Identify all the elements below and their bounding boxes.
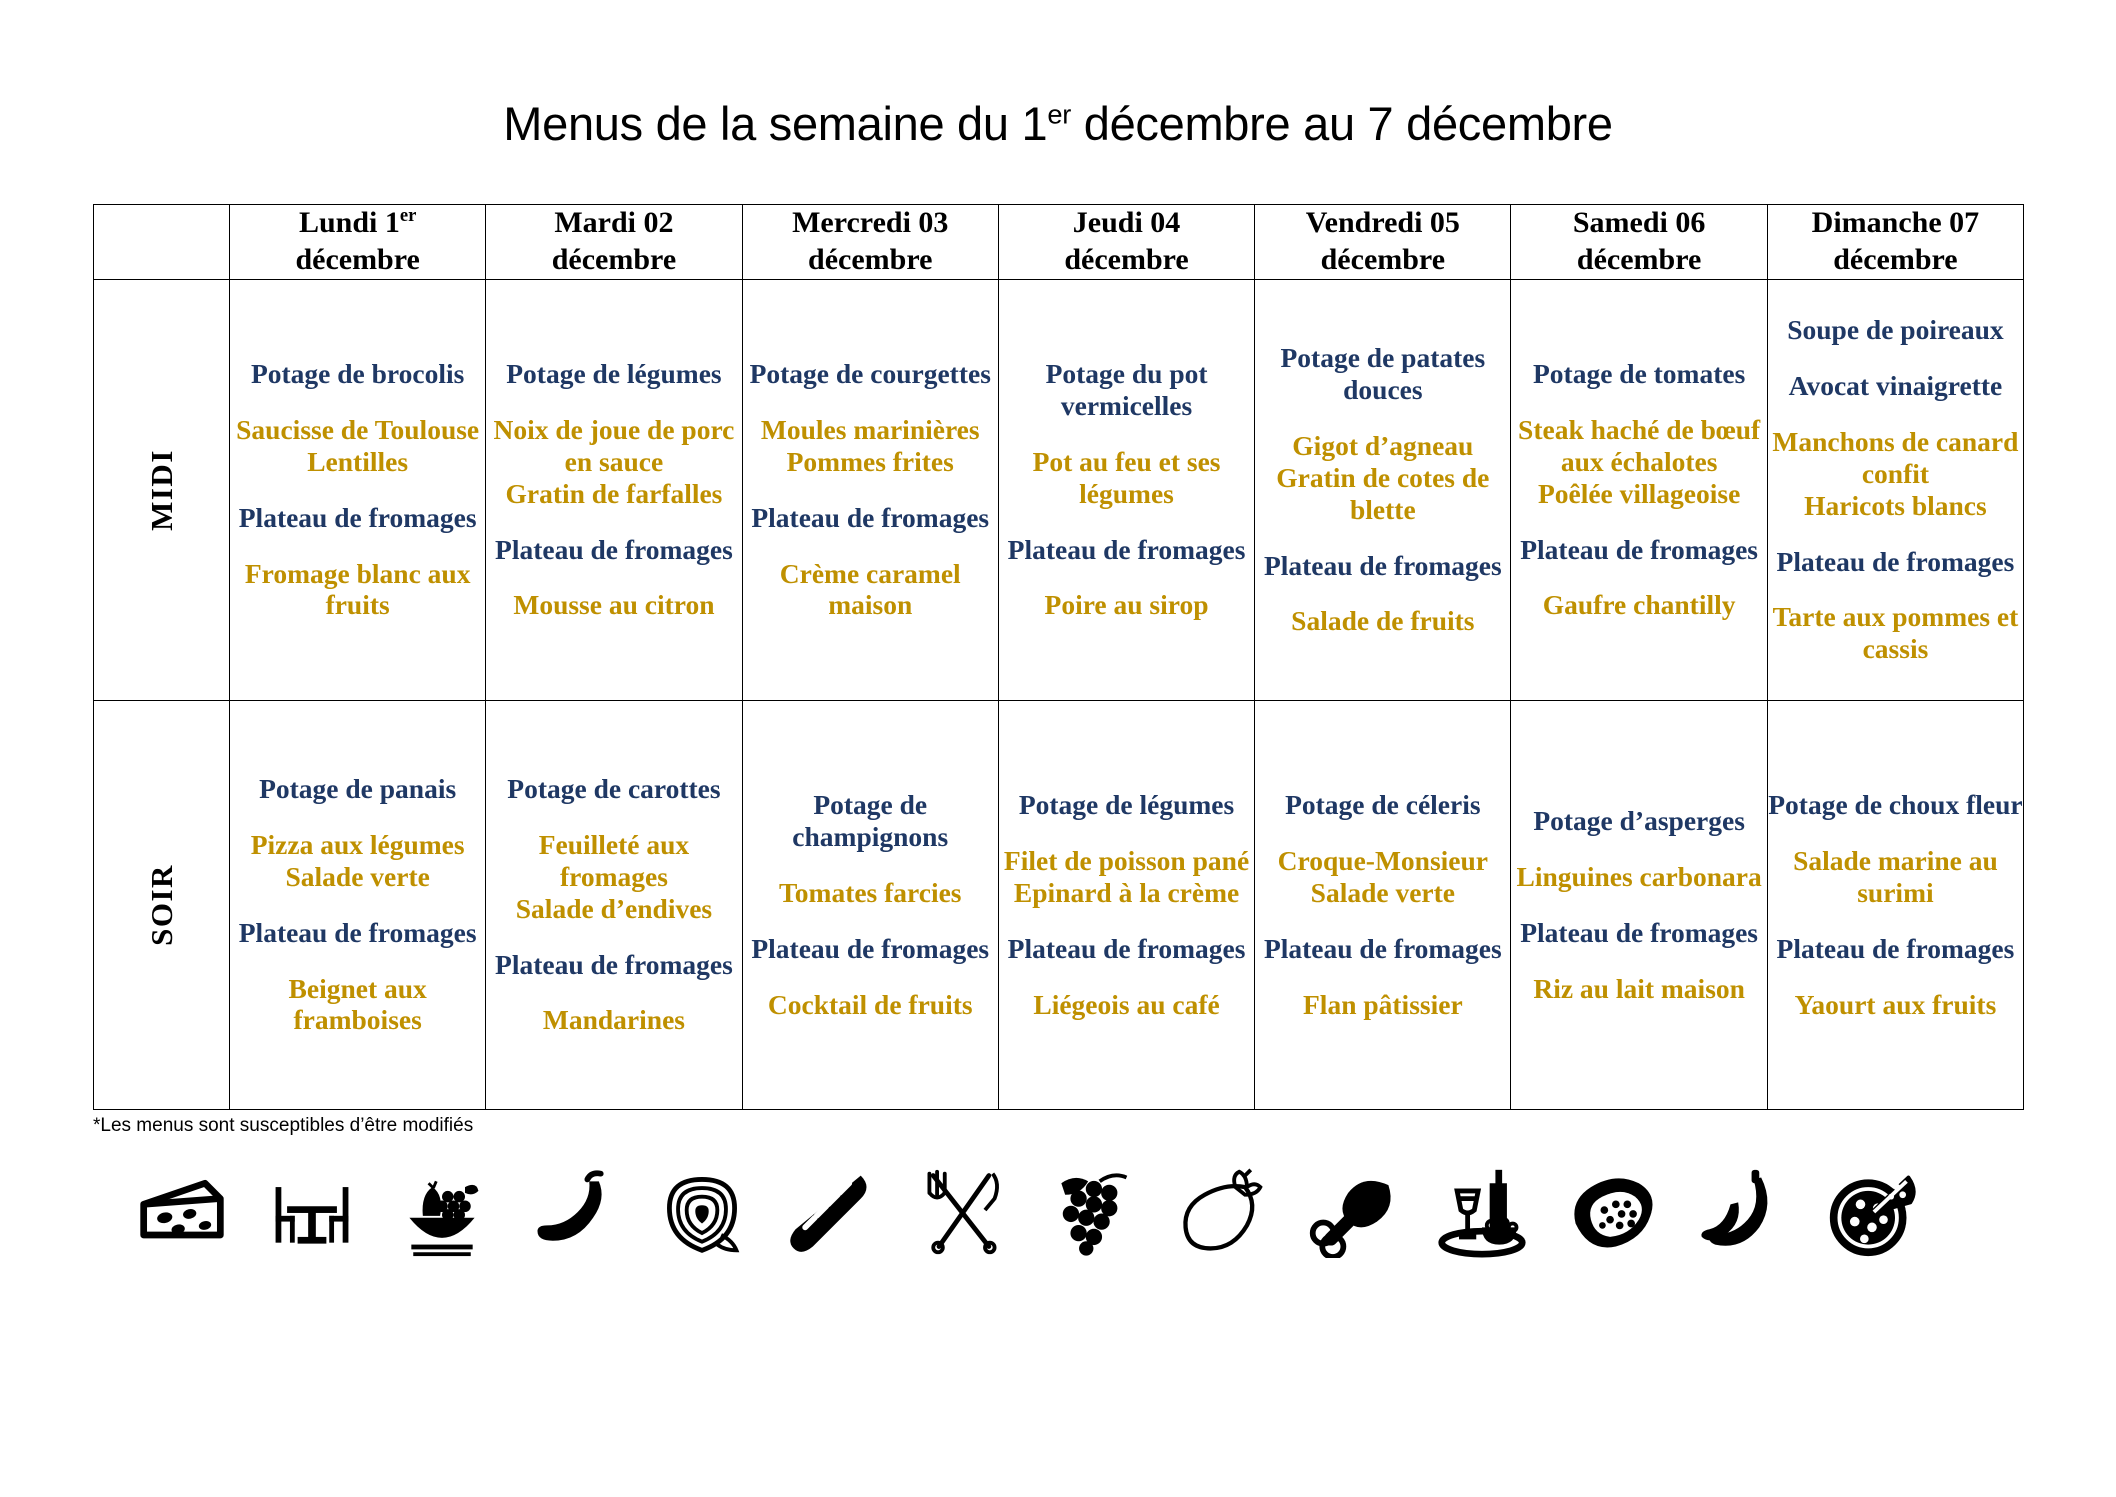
table-body (94, 279, 2024, 1109)
day-header-day: Vendredi 05 (1305, 206, 1460, 240)
day-header-month: décembre (295, 242, 420, 276)
menu-course: Potage d’asperges (1533, 804, 1745, 836)
menu-course: Pot au feu et ses légumes (1032, 445, 1221, 509)
menu-course: Plateau de fromages (238, 501, 477, 533)
menu-cell-midi-day7 (1767, 279, 2023, 700)
menu-course: Crème caramel maison (779, 557, 961, 621)
day-header-day: Mardi 02 (554, 206, 674, 240)
page-title-ordinal-suffix: er (1047, 98, 1071, 130)
fork-and-knife-icon (913, 1163, 1011, 1261)
day-header-7 (1767, 204, 2023, 279)
onion-slice-icon (653, 1163, 751, 1261)
menu-cell-midi-day5 (1255, 279, 1511, 700)
menu-cell-soir-day4 (998, 700, 1254, 1109)
header-row (94, 204, 2024, 279)
menu-course: Plateau de fromages (495, 948, 733, 980)
food-icon-strip (93, 1137, 2023, 1261)
menu-course: Noix de joue de porc en sauce Gratin de farfalles (493, 413, 735, 509)
day-header-6 (1511, 204, 1767, 279)
menu-row-soir (94, 700, 2024, 1109)
menu-course: Beignet aux framboises (288, 972, 427, 1036)
baguette-icon (783, 1163, 881, 1261)
menu-course: Filet de poisson pané Epinard à la crème (1003, 844, 1250, 908)
day-header-2 (486, 204, 742, 279)
menu-course: Moules marinières Pommes frites (760, 413, 980, 477)
menu-course: Plateau de fromages (1263, 932, 1502, 964)
day-header-month: décembre (808, 242, 933, 276)
menu-course: Mandarines (542, 1004, 685, 1036)
menu-course: Linguines carbonara (1516, 860, 1762, 892)
bananas-icon (1693, 1163, 1791, 1261)
menu-cell-midi-day3 (742, 279, 998, 700)
menu-course: Plateau de fromages (1007, 932, 1246, 964)
menu-course: Plateau de fromages (1007, 533, 1246, 565)
menu-course: Potage de légumes (506, 358, 722, 390)
day-header-day: Mercredi 03 (792, 206, 949, 240)
menu-cell-soir-day5 (1255, 700, 1511, 1109)
menu-course: Plateau de fromages (1520, 533, 1759, 565)
day-header-day: Jeudi 04 (1072, 206, 1181, 240)
menu-course: Potage du pot vermicelles (1045, 358, 1208, 421)
page-title (0, 0, 2116, 150)
papaya-icon (1563, 1163, 1661, 1261)
day-header-5 (1255, 204, 1511, 279)
menu-course: Plateau de fromages (1776, 545, 2015, 577)
menu-row-midi (94, 279, 2024, 700)
menu-course: Potage de choux fleur (1768, 788, 2023, 820)
corner-cell (94, 204, 230, 279)
menu-cell-soir-day3 (742, 700, 998, 1109)
menu-course: Manchons de canard confit Haricots blancs (1772, 425, 2019, 521)
menu-course: Plateau de fromages (1263, 549, 1502, 581)
day-header-month: décembre (551, 242, 677, 276)
menu-course: Poire au sirop (1044, 589, 1209, 621)
footnote: *Les menus sont susceptibles d’être modifiés (93, 1114, 474, 1136)
page-title-prefix: Menus de la semaine du 1 (503, 97, 1048, 150)
eggplant-icon (1173, 1163, 1271, 1261)
menu-cell-soir-day2 (486, 700, 742, 1109)
day-header-day: Samedi 06 (1572, 206, 1706, 240)
menu-course: Mousse au citron (513, 589, 715, 621)
menu-cell-midi-day1 (230, 279, 486, 700)
menu-course: Soupe de poireaux (1787, 314, 2004, 346)
menu-table-container (93, 150, 2023, 1110)
menu-course: Potage de tomates (1532, 358, 1746, 390)
menu-course: Potage de carottes (507, 773, 721, 805)
menu-course: Liégeois au café (1033, 988, 1220, 1020)
pizza-icon (1823, 1163, 1921, 1261)
menu-course: Salade marine au surimi (1793, 844, 1998, 908)
menu-course: Tomates farcies (778, 876, 962, 908)
menu-course: Steak haché de bœuf aux échalotes Poêlée villageoise (1518, 413, 1761, 509)
menu-course: Feuilleté aux fromages Salade d’endives (515, 828, 713, 924)
menu-course: Croque-Monsieur Salade verte (1277, 844, 1488, 908)
row-label-midi (94, 279, 230, 700)
cheese-wedge-icon (133, 1163, 231, 1261)
menu-course: Pizza aux légumes Salade verte (250, 828, 465, 892)
day-header-ordinal: er (399, 205, 417, 227)
row-label-text: SOIR (143, 863, 179, 946)
day-header-day: Lundi 1 (298, 206, 400, 240)
day-header-day: Dimanche 07 (1811, 206, 1980, 240)
day-header-3 (742, 204, 998, 279)
wine-bottle-glass-icon (1433, 1163, 1531, 1261)
table-header (94, 204, 2024, 279)
day-header-month: décembre (1576, 242, 1702, 276)
menu-cell-soir-day1 (230, 700, 486, 1109)
menu-course: Potage de légumes (1018, 788, 1235, 820)
fruit-bowl-icon (393, 1163, 491, 1261)
menu-course: Riz au lait maison (1533, 972, 1745, 1004)
menu-course: Flan pâtissier (1303, 988, 1463, 1020)
day-header-month: décembre (1064, 242, 1189, 276)
chili-pepper-icon (523, 1163, 621, 1261)
menu-course: Gigot d’agneau Gratin de cotes de blette (1276, 429, 1490, 525)
menu-course: Plateau de fromages (751, 932, 990, 964)
menu-course: Potage de brocolis (250, 358, 465, 390)
menu-course: Fromage blanc aux fruits (244, 557, 471, 621)
menu-course: Tarte aux pommes et cassis (1772, 601, 2019, 665)
menu-course: Yaourt aux fruits (1794, 988, 1997, 1020)
menu-cell-midi-day4 (998, 279, 1254, 700)
menu-cell-soir-day6 (1511, 700, 1767, 1109)
menu-course: Plateau de fromages (751, 501, 990, 533)
table-and-chairs-icon (263, 1163, 361, 1261)
day-header-1 (230, 204, 486, 279)
menu-course: Plateau de fromages (495, 533, 733, 565)
page-title-suffix: décembre au 7 décembre (1070, 97, 1613, 150)
menu-course: Potage de panais (259, 773, 457, 805)
menu-course: Cocktail de fruits (767, 988, 973, 1020)
menu-course: Saucisse de Toulouse Lentilles (236, 413, 480, 477)
menu-cell-midi-day6 (1511, 279, 1767, 700)
chicken-drumstick-icon (1303, 1163, 1401, 1261)
menu-course: Avocat vinaigrette (1788, 370, 2003, 402)
grapes-icon (1043, 1163, 1141, 1261)
day-header-month: décembre (1320, 242, 1446, 276)
weekly-menu-table (93, 204, 2024, 1110)
row-label-soir (94, 700, 230, 1109)
menu-course: Potage de courgettes (749, 358, 991, 390)
day-header-4 (998, 204, 1254, 279)
menu-course: Gaufre chantilly (1542, 589, 1736, 621)
menu-course: Potage de céleris (1285, 788, 1481, 820)
menu-course: Plateau de fromages (1520, 916, 1759, 948)
menu-cell-soir-day7 (1767, 700, 2023, 1109)
menu-course: Potage de champignons (792, 788, 949, 852)
menu-course: Potage de patates douces (1280, 342, 1486, 405)
menu-cell-midi-day2 (486, 279, 742, 700)
menu-course: Plateau de fromages (1776, 932, 2015, 964)
menu-course: Salade de fruits (1291, 605, 1475, 637)
row-label-text: MIDI (143, 448, 179, 531)
menu-course: Plateau de fromages (238, 916, 477, 948)
day-header-month: décembre (1833, 242, 1958, 276)
